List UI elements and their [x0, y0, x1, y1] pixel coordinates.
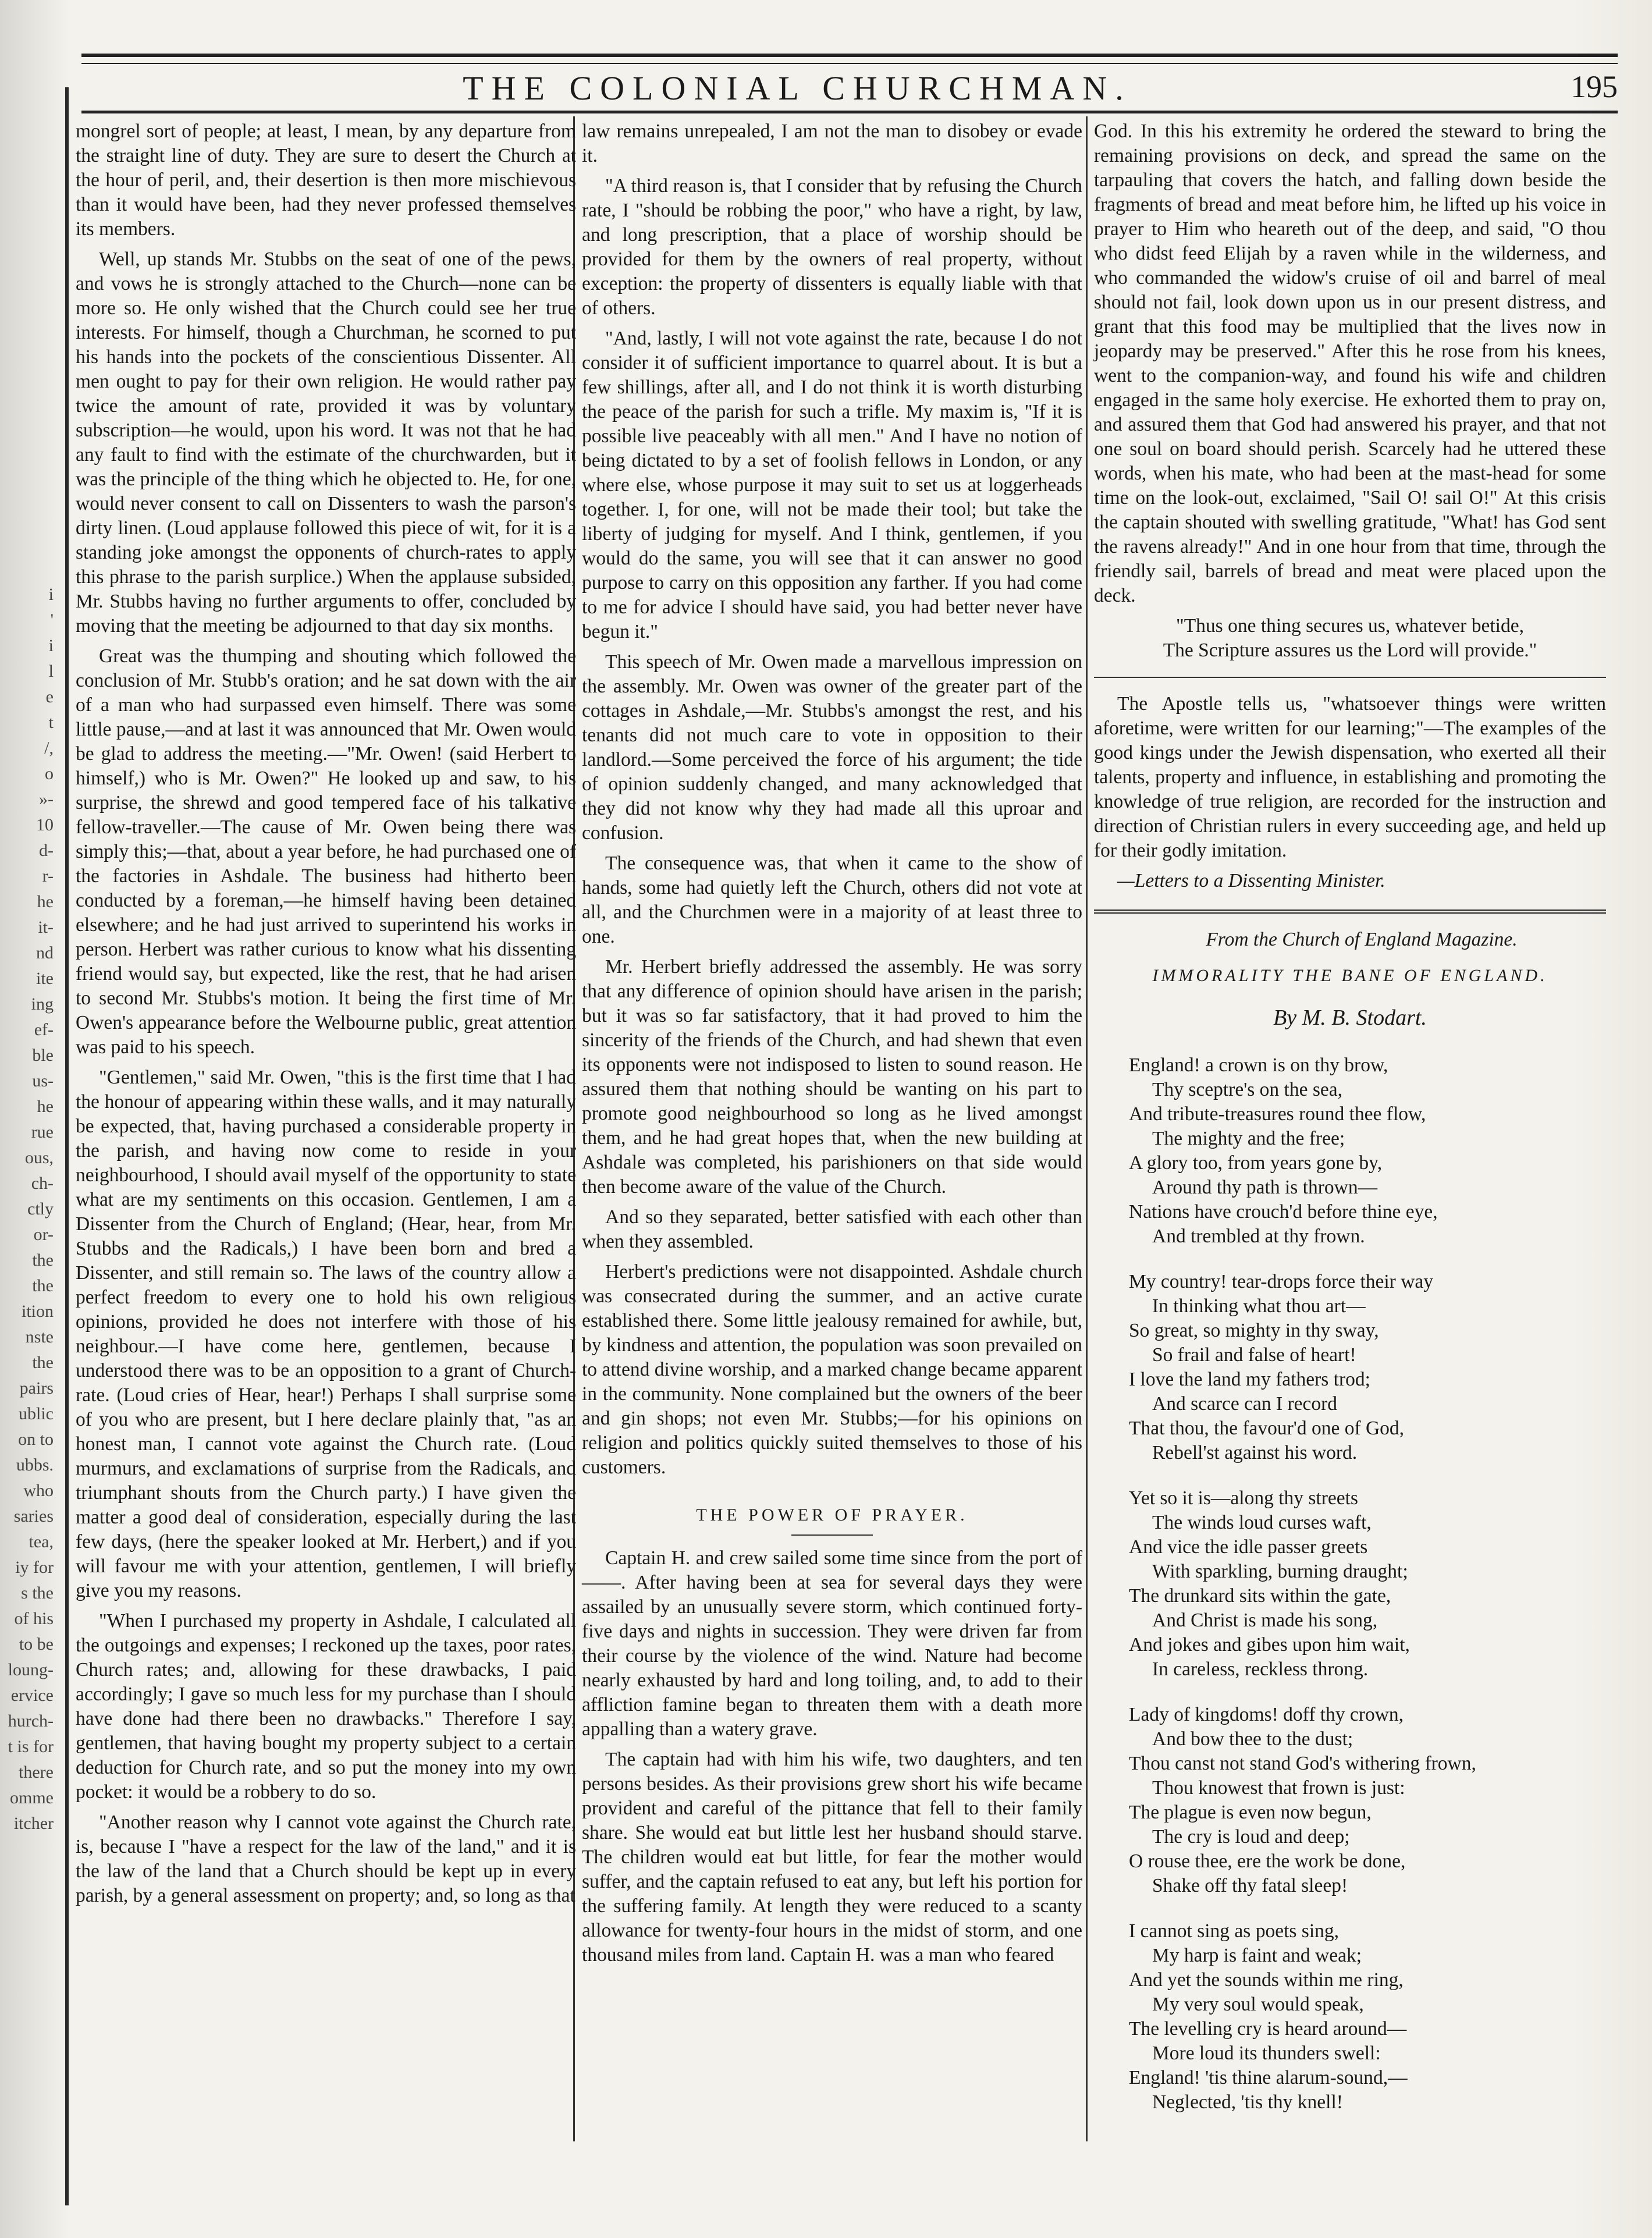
poem-line: A glory too, from years gone by, — [1129, 1152, 1383, 1174]
poem-line: The drunkard sits within the gate, — [1129, 1585, 1391, 1607]
column-2 — [582, 119, 1082, 2191]
poem-line: My country! tear-drops force their way — [1129, 1271, 1434, 1292]
paragraph: Well, up stands Mr. Stubbs on the seat of one of the pews, and vows he is strongly attached to the Church—none can be more so. He only wished that the Church could see her true interests. For himself, though a Churchman, he scorned to put his hands into the pockets of the conscientious Dissenter. All men ought to pay for their own religion. He would rather pay twice the amount of rate, provided it was by voluntary subscription—he would, upon his word. It was not that he had any fault to find with the estimate of the churchwarden, but it was the principle of the thing which he objected to. He, for one, would never consent to call on Dissenters to wash the parson's dirty linen. (Loud applause followed this piece of wit, for it is a standing joke amongst the opponents of church-rates to apply this phrase to the parish surplice.) When the applause subsided, Mr. Stubbs having no further arguments to offer, concluded by moving that the meeting be adjourned to that day six months. — [76, 248, 576, 637]
source-attribution: From the Church of England Magazine. — [1206, 929, 1518, 950]
poem-author: By M. B. Stodart. — [1273, 1006, 1427, 1030]
poem-stanza — [1129, 1053, 1606, 1249]
header-top-rule — [81, 54, 1618, 64]
poem-line: And yet the sounds within me ring, — [1129, 1969, 1404, 1991]
edge-fragment: it- — [38, 918, 54, 937]
edge-fragment: iy for — [15, 1558, 54, 1577]
edge-fragment: »- — [39, 790, 54, 809]
poem-line: My very soul would speak, — [1152, 1994, 1364, 2015]
poem-line: And scarce can I record — [1152, 1393, 1338, 1415]
edge-fragment: rue — [31, 1122, 54, 1142]
edge-fragment: i — [48, 585, 54, 604]
edge-fragment: i — [48, 636, 54, 655]
paragraph: Great was the thumping and shouting which followed the conclusion of Mr. Stubb's oration; and he sat down with the air of a man who had surpassed even himself. There was some little pause,—and at last it was announced that Mr. Owen would be glad to address the meeting.—"Mr. Owen! (said Herbert to himself,) who is Mr. Owen?" He looked up and saw, to his surprise, the shrewd and good tempered face of his talkative fellow-traveller.—The cause of Mr. Owen being there was simply this;—that, about a year before, he had purchased one of the factories in Ashdale. The business had hitherto been conducted by a foreman,—he himself having been detained elsewhere; and he had just arrived to superintend his works in person. Herbert was rather curious to know what his dissenting friend would say, but expected, like the rest, that he had arisen to second Mr. Stubbs's motion. It being the first time of Mr. Owen's appearance before the Welbourne public, great attention was paid to his speech. — [76, 645, 576, 1058]
poem-line: So frail and false of heart! — [1152, 1344, 1356, 1366]
poem-stanza — [1129, 1919, 1606, 2115]
paragraph: God. In this his extremity he ordered the steward to bring the remaining provisions on deck, and spread the same on the tarpauling that covers the hatch, and falling down beside the fragments of bread and meat before him, he lifted up his voice in prayer to Him who heareth out of the deep, and said, "O thou who didst feed Elijah by a raven while in the wilderness, and who commanded the widow's cruise of oil and barrel of meal should not fail, look down upon us in our present distress, and grant that this food may be multiplied that the lives now in jeopardy may be preserved." After this he rose from his knees, went to the companion-way, and found his wife and children engaged in the same holy exercise. He exhorted them to pray on, and assured them that God had answered his prayer, and that not one soul on board should perish. Scarcely had he uttered these words, when his mate, who had been at the mast-head for some time on the look-out, exclaimed, "Sail O! sail O!" At this crisis the captain shouted with swelling gratitude, "What! has God sent the ravens already!" And in one hour from that time, through the friendly sail, barrels of bread and meat were placed upon the deck. — [1094, 120, 1606, 606]
poem-line: Lady of kingdoms! doff thy crown, — [1129, 1704, 1404, 1725]
paragraph: The captain had with him his wife, two daughters, and ten persons besides. As their provisions grew short his wife became provident and careful of the pittance that fell to their family share. She would eat but little lest her husband should starve. The children would eat but little, for fear the mother would suffer, and the captain refused to eat any, but left his portion for the suffering family. At length they were reduced to a scanty allowance for twenty-four hours in the midst of storm, and one thousand miles from land. Captain H. was a man who feared — [582, 1749, 1082, 1966]
poem-line: Neglected, 'tis thy knell! — [1152, 2091, 1343, 2113]
poem-line: And tribute-treasures round thee flow, — [1129, 1103, 1426, 1125]
poem-line: England! 'tis thine alarum-sound,— — [1129, 2067, 1408, 2088]
edge-fragment: of his — [14, 1609, 54, 1628]
poem-line: I love the land my fathers trod; — [1129, 1369, 1370, 1390]
poem-line: Rebell'st against his word. — [1152, 1442, 1358, 1463]
poem-line: The cry is loud and deep; — [1152, 1826, 1350, 1848]
edge-fragment: o — [45, 764, 54, 783]
poem-line: And vice the idle passer greets — [1129, 1536, 1368, 1558]
edge-fragment: omme — [10, 1788, 54, 1807]
edge-fragment: ublic — [19, 1404, 54, 1423]
poem-line: My harp is faint and weak; — [1152, 1945, 1362, 1966]
paragraph: Captain H. and crew sailed some time since from the port of——. After having been at sea for several days they were assailed by an unusually severe storm, which continued forty-five days and nights in succession. They were driven far from their course by the violence of the wind. Nature had become nearly exhausted by hard and long toiling, and, to add to their affliction famine began to threaten them with a death more appalling than a watery grave. — [582, 1547, 1082, 1740]
poem-line: And bow thee to the dust; — [1152, 1728, 1353, 1750]
edge-fragment: ' — [50, 610, 54, 630]
edge-fragment: e — [45, 687, 54, 706]
edge-fragment: saries — [13, 1507, 54, 1526]
edge-fragment: ite — [36, 969, 54, 988]
poem-line: With sparkling, burning draught; — [1152, 1561, 1408, 1582]
verse-line: The Scripture assures us the Lord will provide." — [1163, 640, 1537, 661]
header-bottom-rule — [81, 111, 1618, 113]
section-heading: THE POWER OF PRAYER. — [696, 1505, 968, 1525]
newspaper-title: THE COLONIAL CHURCHMAN. — [463, 69, 1132, 107]
edge-fragment: hurch- — [8, 1711, 54, 1731]
poem-stanza — [1129, 1703, 1606, 1898]
divider-rule — [1094, 910, 1606, 914]
edge-fragment: /, — [44, 738, 54, 758]
edge-fragment: there — [19, 1763, 54, 1782]
paragraph: The consequence was, that when it came to the show of hands, some had quietly left the Church, others did not vote at all, and the Churchmen were in a majority of at least three to one. — [582, 852, 1082, 947]
page-number: 195 — [1571, 69, 1618, 104]
edge-fragment: on to — [18, 1430, 54, 1449]
paragraph: "A third reason is, that I consider that by refusing the Church rate, I "should be robbing the poor," who have a right, by law, and long prescription, that a place of worship should be provided for them by the owners of real property, without exception: the property of dissenters is equally liable with that of others. — [582, 175, 1082, 319]
edge-fragment: itcher — [13, 1814, 54, 1833]
column-3 — [1094, 119, 1606, 2191]
poem-line: More loud its thunders swell: — [1152, 2042, 1381, 2064]
edge-fragment: ble — [32, 1046, 54, 1065]
verse-couplet — [1094, 614, 1606, 663]
edge-fragment: 10 — [36, 815, 54, 834]
paragraph: Mr. Herbert briefly addressed the assembly. He was sorry that any difference of opinion should have arisen in the parish; but it was so far satisfactory, that it had proved to him the sincerity of the friends of the Church, and had shewn that even its opponents were not indisposed to listen to sound reason. He assured them that nothing should be wanting on his part to promote good neighbourhood so long as he lived amongst them, and he had great hopes that, when the new building at Ashdale was completed, his parishioners on that side would then become aware of the value of the Church. — [582, 956, 1082, 1198]
edge-fragment: loung- — [8, 1660, 54, 1679]
poem-line: In careless, reckless throng. — [1152, 1658, 1369, 1680]
edge-fragment: the — [32, 1353, 54, 1372]
binding-edge-line — [65, 87, 69, 2205]
edge-fragment: he — [37, 892, 54, 911]
paragraph: This speech of Mr. Owen made a marvellous impression on the assembly. Mr. Owen was owner of the greater part of the cottages in Ashdale,—Mr. Stubbs's amongst the rest, and his tenants did not much care to vote in opposition to their landlord.—Some perceived the force of his argument; the tide of opinion suddenly changed, and many acknowledged that they did not know why they had made all this uproar and confusion. — [582, 651, 1082, 844]
poem-stanza — [1129, 1270, 1606, 1465]
poem-stanza — [1129, 1486, 1606, 1682]
paragraph: "And, lastly, I will not vote against the rate, because I do not consider it of sufficient importance to quarrel about. It is but a few shillings, after all, and I do not think it is worth disturbing the peace of the parish for such a trifle. My maxim is, "If it is possible live peaceably with all men." And I have no notion of being dictated to by a set of foolish fellows in London, or any where else, whose purpose it may suit to set us at loggerheads together. I, for one, will not be made their tool; but take the liberty of judging for myself. And I think, gentlemen, if you would do the same, you will see that it can answer no good purpose to carry on this opposition any farther. If you had come to me for advice I should have said, you had better never have begun it." — [582, 328, 1082, 642]
signature-line: —Letters to a Dissenting Minister. — [1117, 870, 1385, 891]
poem-line: In thinking what thou art— — [1152, 1295, 1366, 1317]
poem-line: The mighty and the free; — [1152, 1128, 1345, 1149]
paragraph: "Another reason why I cannot vote against the Church rate, is, because I "have a respect for the law of the land," and it is the law of the land that a Church should be kept up in every parish, by a general assessment on property; and, so long as that — [76, 1811, 576, 1906]
poem-line: And jokes and gibes upon him wait, — [1129, 1634, 1410, 1656]
poem-line: And trembled at thy frown. — [1152, 1225, 1365, 1247]
edge-fragment: or- — [33, 1225, 54, 1244]
divider-rule — [1094, 677, 1606, 678]
paragraph: law remains unrepealed, I am not the man to disobey or evade it. — [582, 120, 1082, 166]
paragraph: "When I purchased my property in Ashdale, I calculated all the outgoings and expenses; I reckoned up the taxes, poor rates, Church rates; and, allowing for these drawbacks, I paid accordingly; I gave so much less for my purchase than I should have done had there been no drawbacks." Therefore I say, gentlemen, that having bought my property subject to a certain deduction for Church rate, and so put the money into my own pocket: it would be a robbery to do so. — [76, 1610, 576, 1803]
paragraph: "Gentlemen," said Mr. Owen, "this is the first time that I had the honour of appearing within these walls, and it may naturally be expected, that, having purchased a considerable property in the parish, and having now come to reside in your neighbourhood, I should avail myself of the opportunity to state what are my sentiments on this occasion. Gentlemen, I am a Dissenter from the Church of England; (Hear, hear, from Mr. Stubbs and the Radicals,) I have been born and bred a Dissenter, and still remain so. The laws of the country allow a perfect freedom to every one to hold his own religious opinions, provided he does not interfere with those of his neighbour.—I have come here, gentlemen, because I understood there was to be an opposition to a grant of Church-rate. (Loud cries of Hear, hear!) Perhaps I shall surprise some of you who are present, but I here declare plainly that, "as an honest man, I cannot vote against the Church rate. (Loud murmurs, and exclamations of surprise from the Radicals, and triumphant shouts from the Church party.) I have given the matter a good deal of consideration, especially during the last few days, (here the speaker looked at Mr. Herbert,) and if you will favour me with your attention, gentlemen, I will briefly give you my reasons. — [76, 1067, 576, 1601]
edge-fragment: t is for — [8, 1737, 54, 1756]
paragraph: And so they separated, better satisfied with each other than when they assembled. — [582, 1206, 1082, 1252]
edge-fragment: l — [48, 662, 54, 681]
poem-line: Around thy path is thrown— — [1152, 1177, 1378, 1198]
column-1 — [76, 119, 576, 2191]
edge-fragment: ing — [31, 994, 54, 1014]
poem-line: So great, so mighty in thy sway, — [1129, 1320, 1379, 1341]
poem-line: And Christ is made his song, — [1152, 1610, 1378, 1631]
adjacent-page-fragments — [0, 582, 58, 1833]
edge-fragment: us- — [32, 1071, 54, 1090]
poem-line: O rouse thee, ere the work be done, — [1129, 1850, 1406, 1872]
edge-fragment: to be — [19, 1635, 54, 1654]
poem-line: The levelling cry is heard around— — [1129, 2018, 1407, 2040]
section-rule — [791, 1534, 873, 1536]
paragraph: The Apostle tells us, "whatsoever things were written aforetime, were written for our learning;"—The examples of the good kings under the Jewish dispensation, who exerted all their talents, property and influence, in establishing and promoting the knowledge of true religion, are recorded for the instruction and direction of Christian rulers in every succeeding age, and held up for their godly imitation. — [1094, 693, 1606, 861]
edge-fragment: pairs — [19, 1379, 54, 1398]
edge-fragment: nd — [36, 943, 54, 962]
verse-line: "Thus one thing secures us, whatever betide, — [1176, 615, 1524, 637]
edge-fragment: ervice — [10, 1686, 54, 1705]
edge-fragment: who — [23, 1481, 54, 1500]
poem-line: Shake off thy fatal sleep! — [1152, 1875, 1348, 1896]
column-divider-2 — [1086, 116, 1088, 2141]
poem-line: Nations have crouch'd before thine eye, — [1129, 1201, 1438, 1223]
poem-line: The winds loud curses waft, — [1152, 1512, 1372, 1533]
poem-line: Thou canst not stand God's withering frown, — [1129, 1753, 1476, 1774]
edge-fragment: r- — [42, 866, 54, 886]
edge-fragment: nste — [25, 1327, 54, 1347]
edge-fragment: d- — [39, 841, 54, 860]
poem-line: England! a crown is on thy brow, — [1129, 1054, 1388, 1076]
poem-title: IMMORALITY THE BANE OF ENGLAND. — [1152, 966, 1548, 985]
poem-line: Thy sceptre's on the sea, — [1152, 1079, 1342, 1100]
edge-fragment: ctly — [27, 1199, 54, 1219]
edge-fragment: ition — [21, 1302, 54, 1321]
edge-fragment: he — [37, 1097, 54, 1116]
poem-line: That thou, the favour'd one of God, — [1129, 1418, 1405, 1439]
edge-fragment: t — [48, 713, 54, 732]
edge-fragment: the — [32, 1276, 54, 1295]
poem-line: The plague is even now begun, — [1129, 1802, 1372, 1823]
edge-fragment: tea, — [29, 1532, 54, 1551]
poem-line: Thou knowest that frown is just: — [1152, 1777, 1405, 1799]
edge-fragment: s the — [21, 1583, 54, 1603]
paragraph: Herbert's predictions were not disappointed. Ashdale church was consecrated during the summer, and an active curate established there. Some little jealousy remained for awhile, but, by kindness and attention, the population was soon prevailed on to attend divine worship, and a marked change became apparent in the community. None complained but the owners of the beer and gin shops; not even Mr. Stubbs;—for his opinions on religion and politics quickly suited themselves to those of his customers. — [582, 1261, 1082, 1478]
edge-fragment: ch- — [31, 1174, 54, 1193]
edge-fragment: ous, — [24, 1148, 54, 1167]
edge-fragment: ubbs. — [16, 1455, 54, 1475]
edge-fragment: ef- — [34, 1020, 54, 1039]
edge-fragment: the — [32, 1251, 54, 1270]
poem-line: I cannot sing as poets sing, — [1129, 1920, 1340, 1942]
paragraph: mongrel sort of people; at least, I mean, by any departure from the straight line of duty. They are sure to desert the Church at the hour of peril, and, their desertion is then more mischievous than it would have been, had they never professed themselves its members. — [76, 120, 576, 240]
poem-line: Yet so it is—along thy streets — [1129, 1487, 1358, 1509]
